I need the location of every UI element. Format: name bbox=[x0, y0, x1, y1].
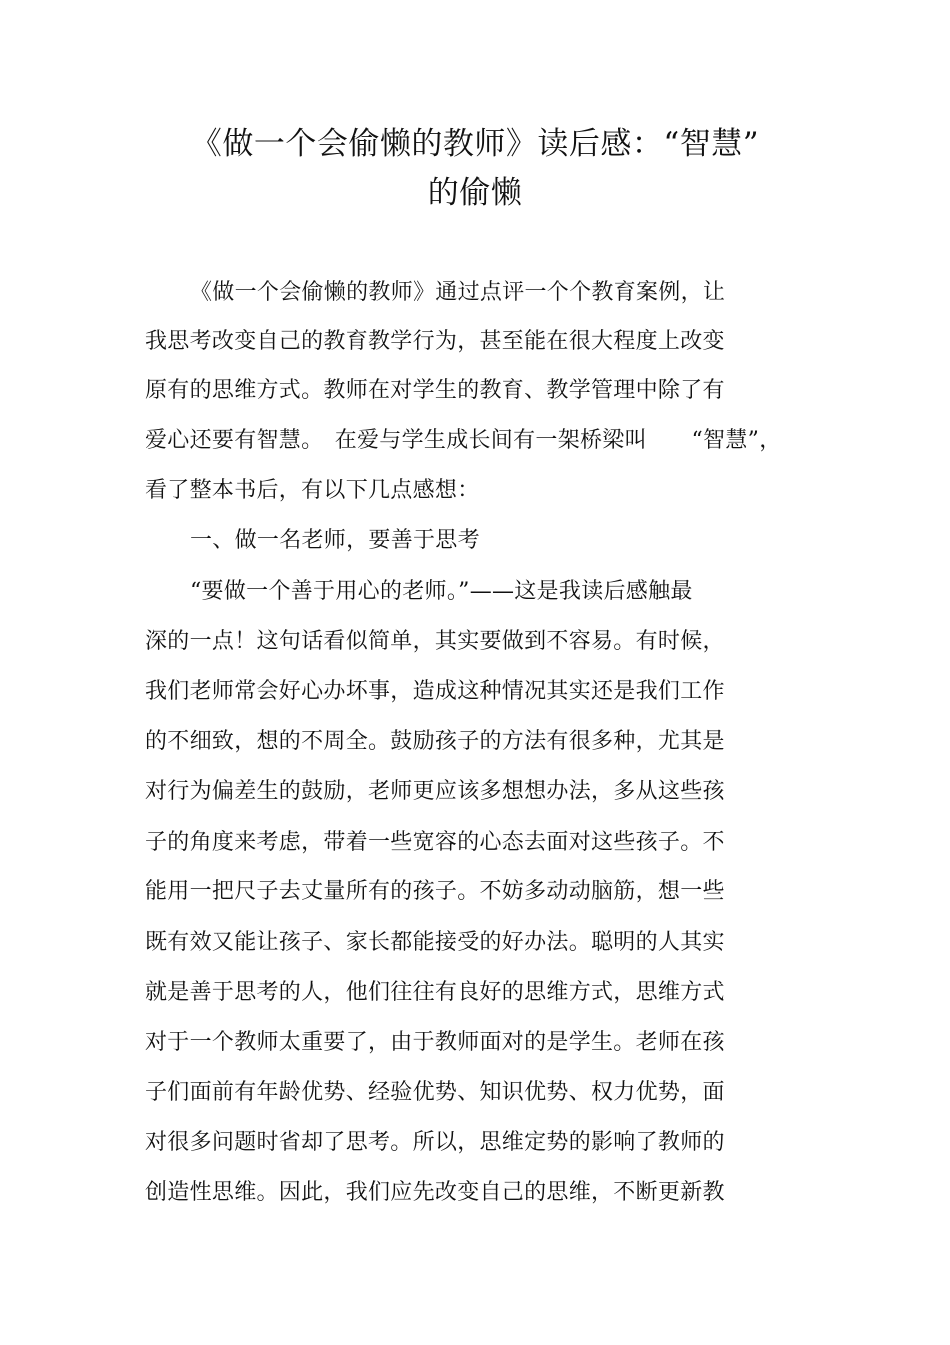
paragraph-line: 能用一把尺子去丈量所有的孩子。不妨多动动脑筋，想一些 bbox=[145, 879, 725, 904]
paragraph-line: 子们面前有年龄优势、经验优势、知识优势、权力优势，面 bbox=[145, 1080, 725, 1105]
document-title-line-1: 《做一个会偷懒的教师》读后感：“智慧” bbox=[190, 126, 760, 162]
document-title-line-2: 的偷懒 bbox=[427, 175, 523, 211]
paragraph-line: 《做一个会偷懒的教师》通过点评一个个教育案例，让 bbox=[190, 280, 726, 305]
paragraph-line: 爱心还要有智慧。 在爱与学生成长间有一架桥梁叫 “智慧”， bbox=[145, 428, 782, 453]
section-heading: 一、做一名老师，要善于思考 bbox=[190, 528, 480, 553]
paragraph-line: 我们老师常会好心办坏事，造成这种情况其实还是我们工作 bbox=[145, 679, 725, 704]
paragraph-line: 对行为偏差生的鼓励，老师更应该多想想办法，多从这些孩 bbox=[145, 779, 725, 804]
paragraph-line: 既有效又能让孩子、家长都能接受的好办法。聪明的人其实 bbox=[145, 930, 725, 955]
paragraph-line: 创造性思维。因此，我们应先改变自己的思维，不断更新教 bbox=[145, 1180, 725, 1205]
paragraph-line: 对于一个教师太重要了，由于教师面对的是学生。老师在孩 bbox=[145, 1030, 725, 1055]
paragraph-line: “要做一个善于用心的老师。”——这是我读后感触最 bbox=[190, 579, 693, 604]
paragraph-line: 深的一点！这句话看似简单，其实要做到不容易。有时候， bbox=[145, 629, 725, 654]
paragraph-line: 对很多问题时省却了思考。所以，思维定势的影响了教师的 bbox=[145, 1130, 725, 1155]
paragraph-line: 的不细致，想的不周全。鼓励孩子的方法有很多种，尤其是 bbox=[145, 729, 725, 754]
paragraph-line: 看了整本书后，有以下几点感想： bbox=[145, 478, 480, 503]
paragraph-line: 子的角度来考虑，带着一些宽容的心态去面对这些孩子。不 bbox=[145, 830, 725, 855]
paragraph-line: 就是善于思考的人，他们往往有良好的思维方式，思维方式 bbox=[145, 980, 725, 1005]
paragraph-line: 原有的思维方式。教师在对学生的教育、教学管理中除了有 bbox=[145, 378, 725, 403]
paragraph-line: 我思考改变自己的教育教学行为，甚至能在很大程度上改变 bbox=[145, 329, 725, 354]
